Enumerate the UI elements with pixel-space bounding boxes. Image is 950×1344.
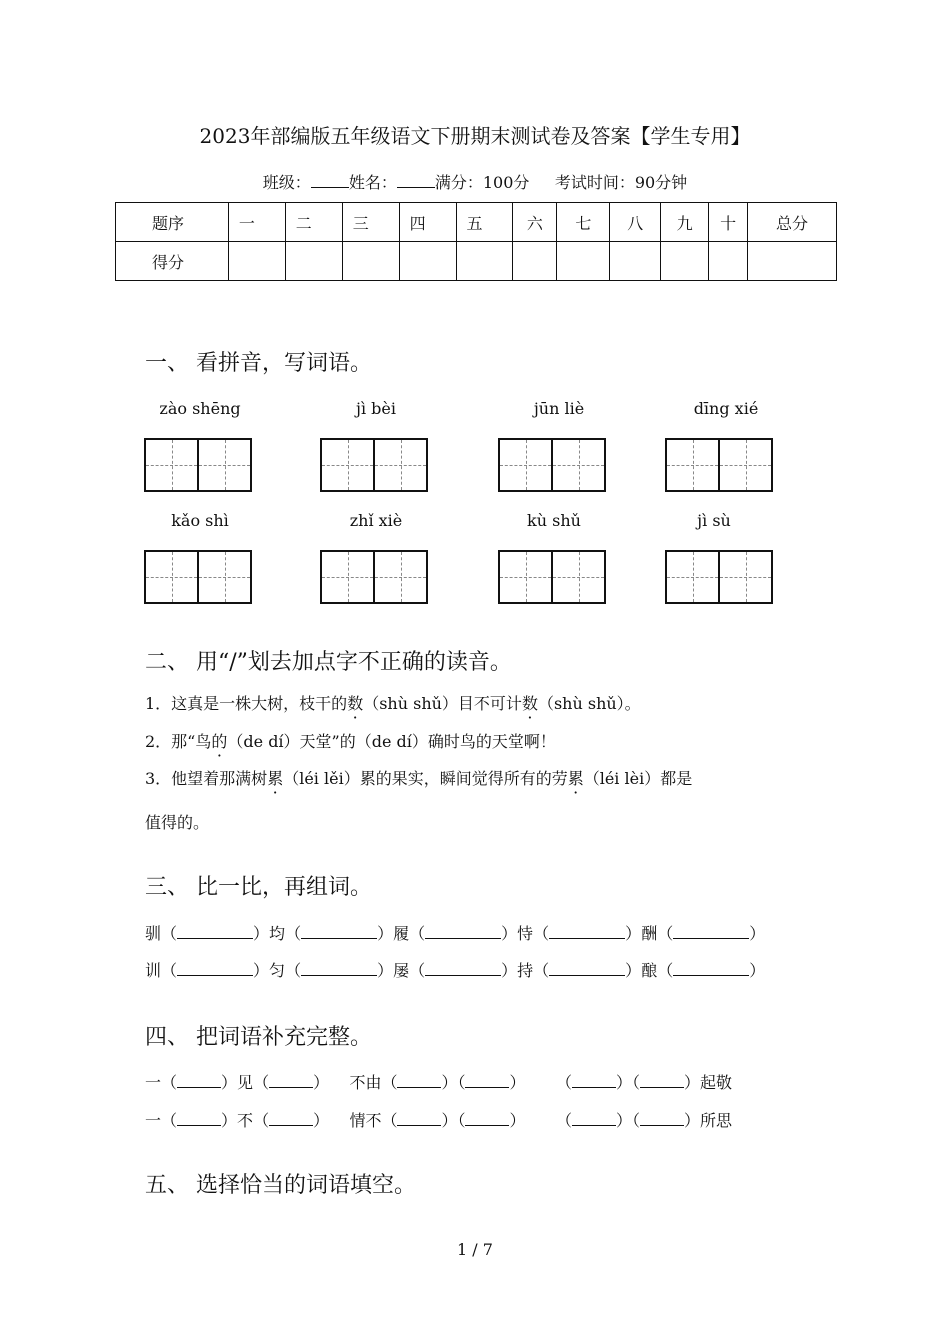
answer-blank[interactable]	[397, 1075, 441, 1088]
score-row-label: 得分	[116, 242, 229, 281]
class-blank[interactable]	[311, 173, 349, 188]
pinyin-label: kǎo shì	[171, 511, 229, 530]
pinyin-label: jūn liè	[533, 399, 585, 418]
text: 起敬	[700, 1073, 733, 1092]
score-header-cell: 总分	[748, 203, 837, 242]
dotted-char: 数	[347, 694, 364, 713]
dotted-char: 数	[521, 694, 538, 713]
char: 恃	[517, 924, 534, 943]
answer-blank[interactable]	[640, 1075, 684, 1088]
answer-blank[interactable]	[465, 1113, 509, 1126]
score-header-cell: 二	[285, 203, 342, 242]
section-1-heading: 一、 看拼音，写词语。	[145, 351, 372, 376]
score-cell[interactable]	[513, 242, 557, 281]
char: 持	[517, 961, 534, 980]
answer-blank[interactable]	[465, 1075, 509, 1088]
answer-blank[interactable]	[673, 963, 749, 976]
answer-blank[interactable]	[301, 963, 377, 976]
score-header-cell: 八	[610, 203, 661, 242]
text: 一	[145, 1073, 162, 1092]
exam-time: 考试时间：90分钟	[554, 173, 688, 192]
char: 履	[393, 924, 410, 943]
pinyin-label: kù shǔ	[527, 511, 581, 530]
text: 1．这真是一株大树，枝干的	[145, 694, 348, 713]
score-header-cell: 七	[557, 203, 610, 242]
score-cell[interactable]	[342, 242, 399, 281]
writing-grid[interactable]	[498, 550, 606, 604]
answer-blank[interactable]	[177, 963, 253, 976]
char: 酬	[641, 924, 658, 943]
reading-options[interactable]: （de dí）天堂”的（de dí）确时鸟的天堂啊！	[227, 732, 556, 751]
text: 3．他望着那满树	[145, 769, 268, 788]
reading-options[interactable]: （léi lèi）都是	[583, 769, 693, 788]
score-cell[interactable]	[709, 242, 748, 281]
text: 不由	[349, 1073, 382, 1092]
writing-grid[interactable]	[144, 438, 252, 492]
writing-grid[interactable]	[498, 438, 606, 492]
name-label: 姓名：	[348, 173, 397, 192]
exam-info	[0, 170, 950, 193]
score-header-cell: 三	[342, 203, 399, 242]
answer-blank[interactable]	[301, 926, 377, 939]
question-line	[145, 691, 641, 714]
pinyin-label: zào shēng	[159, 399, 241, 418]
reading-options[interactable]: （léi lěi）累的果实，瞬间觉得所有的劳	[283, 769, 568, 788]
char: 均	[269, 924, 286, 943]
answer-blank[interactable]	[177, 1075, 221, 1088]
answer-blank[interactable]	[640, 1113, 684, 1126]
word-compare-row: 训（ ）匀（ ）屡（ ）持（ ）酿（ ）	[145, 961, 766, 980]
answer-blank[interactable]	[572, 1113, 616, 1126]
char: 驯	[145, 924, 162, 943]
score-header-cell: 题序	[116, 203, 229, 242]
pinyin-label: dīng xié	[693, 399, 759, 418]
score-table	[115, 202, 837, 281]
score-cell[interactable]	[456, 242, 513, 281]
pinyin-label: jì bèi	[356, 399, 396, 418]
score-header-cell: 十	[709, 203, 748, 242]
char: 酿	[641, 961, 658, 980]
score-cell[interactable]	[661, 242, 709, 281]
text: 不	[237, 1111, 254, 1130]
pinyin-label: jì sù	[697, 511, 731, 530]
question-line	[145, 766, 692, 789]
section-3-heading: 三、 比一比，再组词。	[145, 875, 372, 900]
score-header-cell: 九	[661, 203, 709, 242]
dotted-char: 的	[211, 732, 228, 751]
score-cell[interactable]	[285, 242, 342, 281]
score-row	[116, 242, 837, 281]
answer-blank[interactable]	[177, 926, 253, 939]
section-2-heading: 二、 用“/”划去加点字不正确的读音。	[145, 650, 512, 675]
answer-blank[interactable]	[177, 1113, 221, 1126]
question-line	[145, 729, 556, 752]
class-label: 班级：	[262, 173, 311, 192]
word-compare-row: 驯（ ）均（ ）履（ ）恃（ ）酬（ ）	[145, 924, 766, 943]
idiom-row: 一（ ）见（ ） 不由（ ）（ ） （ ）（ ）起敬	[145, 1073, 733, 1092]
writing-grid[interactable]	[320, 438, 428, 492]
page-number: 1 / 7	[457, 1240, 493, 1259]
reading-options[interactable]: （shù shǔ）目不可计	[363, 694, 522, 713]
score-header-cell: 四	[399, 203, 456, 242]
score-header-cell: 六	[513, 203, 557, 242]
char: 匀	[269, 961, 286, 980]
answer-blank[interactable]	[269, 1075, 313, 1088]
char: 训	[145, 961, 162, 980]
char: 屡	[393, 961, 410, 980]
writing-grid[interactable]	[320, 550, 428, 604]
section-5-heading: 五、 选择恰当的词语填空。	[145, 1173, 416, 1198]
score-header-cell: 五	[456, 203, 513, 242]
score-cell[interactable]	[399, 242, 456, 281]
writing-grid[interactable]	[665, 550, 773, 604]
score-header-row	[116, 203, 837, 242]
answer-blank[interactable]	[397, 1113, 441, 1126]
answer-blank[interactable]	[549, 926, 625, 939]
reading-options[interactable]: （shù shǔ）。	[537, 694, 641, 713]
dotted-char: 累	[567, 769, 584, 788]
text: 见	[237, 1073, 254, 1092]
question-line: 值得的。	[145, 813, 210, 832]
pinyin-label: zhǐ xiè	[349, 511, 403, 530]
writing-grid[interactable]	[144, 550, 252, 604]
idiom-row: 一（ ）不（ ） 情不（ ）（ ） （ ）（ ）所思	[145, 1111, 733, 1130]
text: 情不	[349, 1111, 382, 1130]
answer-blank[interactable]	[572, 1075, 616, 1088]
score-cell[interactable]	[228, 242, 285, 281]
answer-blank[interactable]	[269, 1113, 313, 1126]
dotted-char: 累	[267, 769, 284, 788]
section-4-heading: 四、 把词语补充完整。	[145, 1025, 372, 1050]
text: 一	[145, 1111, 162, 1130]
page-title: 2023年部编版五年级语文下册期末测试卷及答案【学生专用】	[199, 124, 751, 148]
answer-blank[interactable]	[673, 926, 749, 939]
full-score: 满分：100分	[434, 173, 530, 192]
score-cell[interactable]	[557, 242, 610, 281]
text: 所思	[700, 1111, 733, 1130]
score-cell[interactable]	[748, 242, 837, 281]
score-header-cell: 一	[228, 203, 285, 242]
answer-blank[interactable]	[425, 926, 501, 939]
writing-grid[interactable]	[665, 438, 773, 492]
answer-blank[interactable]	[425, 963, 501, 976]
answer-blank[interactable]	[549, 963, 625, 976]
score-cell[interactable]	[610, 242, 661, 281]
text: 2．那“鸟	[145, 732, 212, 751]
name-blank[interactable]	[397, 173, 435, 188]
